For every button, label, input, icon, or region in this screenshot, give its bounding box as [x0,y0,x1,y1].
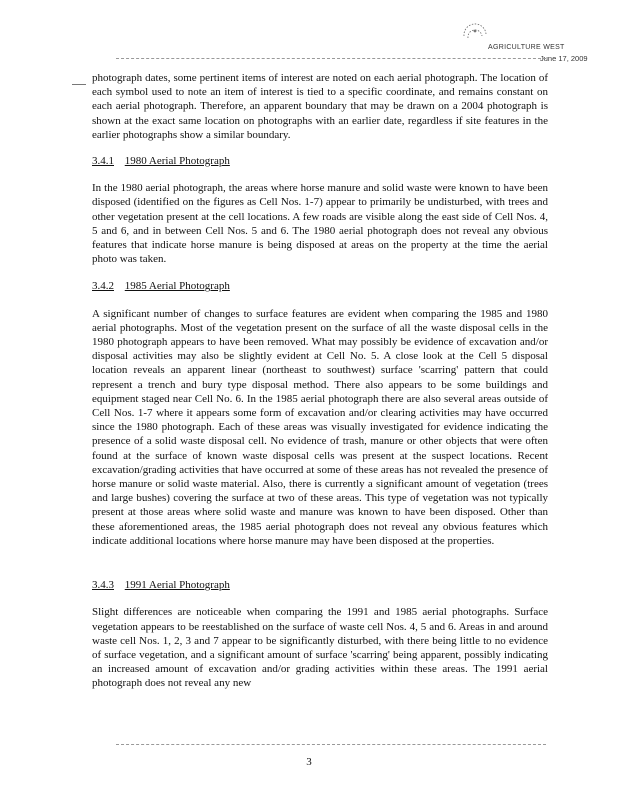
page-number: 3 [306,756,312,768]
company-logo-icon [460,22,490,46]
section-heading-1991 [92,578,548,592]
section-title: 1985 Aerial Photograph [124,280,230,293]
footer-rule [116,744,546,745]
section-body-1980: In the 1980 aerial photograph, the areas where horse manure and solid waste were known to have been disposed (identified on the figures as Cell Nos. 1-7) appear to primarily be undisturbed, with trees and other vegetation present at the cell locations. A few roads are visible along the east side of Cell Nos. 4, 5 and 6, and in between Cell Nos. 5 and 6. The 1980 aerial photograph does not reveal any obvious features that indicate horse manure is being disposed at areas on the property at the time the aerial photo was taken. [92,182,548,266]
section-title: 1980 Aerial Photograph [124,155,230,168]
section-title: 1991 Aerial Photograph [124,579,230,592]
section-heading-1980 [92,154,548,168]
margin-mark [72,84,86,85]
section-body-1991: Slight differences are noticeable when comparing the 1991 and 1985 aerial photographs. Surface vegetation appears to be reestablished on the surface of waste cell Nos. 4, 5 and 6. Areas in and around waste cell Nos. 1, 2, 3 and 7 appear to be significantly disturbed, with there being little to no evidence of surface vegetation, and a significant amount of surface 'scarring' being apparent, possibly indicating an increased amount of excavation and/or grading activities within these areas. The 1991 aerial photograph does not reveal any new [92,606,548,690]
section-number: 3.4.1 [92,155,114,168]
section-body-1985: A significant number of changes to surface features are evident when comparing the 1985 and 1980 aerial photographs. Most of the vegetation present on the surface of all the waste disposal cells in the 1980 photograph appears to have been removed. What may possibly be evidence of excavation and/or disposal activities may also be slightly evident at Cell No. 5. A close look at the Cell 5 disposal location reveals an apparent linear (northeast to southwest) surface 'scarring' pattern that could represent a trench and bury type disposal method. There also appears to be some buildings and equipment staged near Cell No. 6. In the 1985 aerial photograph there are also several areas outside of Cell Nos. 1-7 where it appears some form of excavation and/or clearing activities may have occurred since the 1980 photograph. Each of these areas was visually investigated for evidence indicating the presence of a solid waste disposal cell. No evidence of trash, manure or other objects that were often found at the surface of known waste disposal cells was present at the suspect locations. Recent excavation/grading activities that have occurred at some of these areas has not revealed the presence of horse manure or solid waste material. Also, there is currently a significant amount of vegetation (trees and large bushes) covering the surface at two of these areas. This type of vegetation was not typically present at those areas where solid waste and manure was known to have been disposed. Other than these aforementioned areas, the 1985 aerial photograph does not reveal any obvious features which indicate additional locations where horse manure may have been disposed at the properties. [92,307,548,547]
header-date: June 17, 2009 [540,54,588,63]
intro-paragraph: photograph dates, some pertinent items of interest are noted on each aerial photograph. The location of each symbol used to note an item of interest is tied to a specific coordinate, and remains constant on each aerial photograph. Therefore, an apparent boundary that may be drawn on a 2004 photograph is shown at the exact same location on photographs with an earlier date, regardless if site features in the earlier photographs show a similar boundary. [92,72,548,141]
header-company-name: AGRICULTURE WEST [488,44,565,51]
section-heading-1985 [92,279,548,293]
section-number: 3.4.2 [92,280,114,293]
document-body [92,71,548,691]
section-number: 3.4.3 [92,579,114,592]
header-rule [116,58,546,59]
